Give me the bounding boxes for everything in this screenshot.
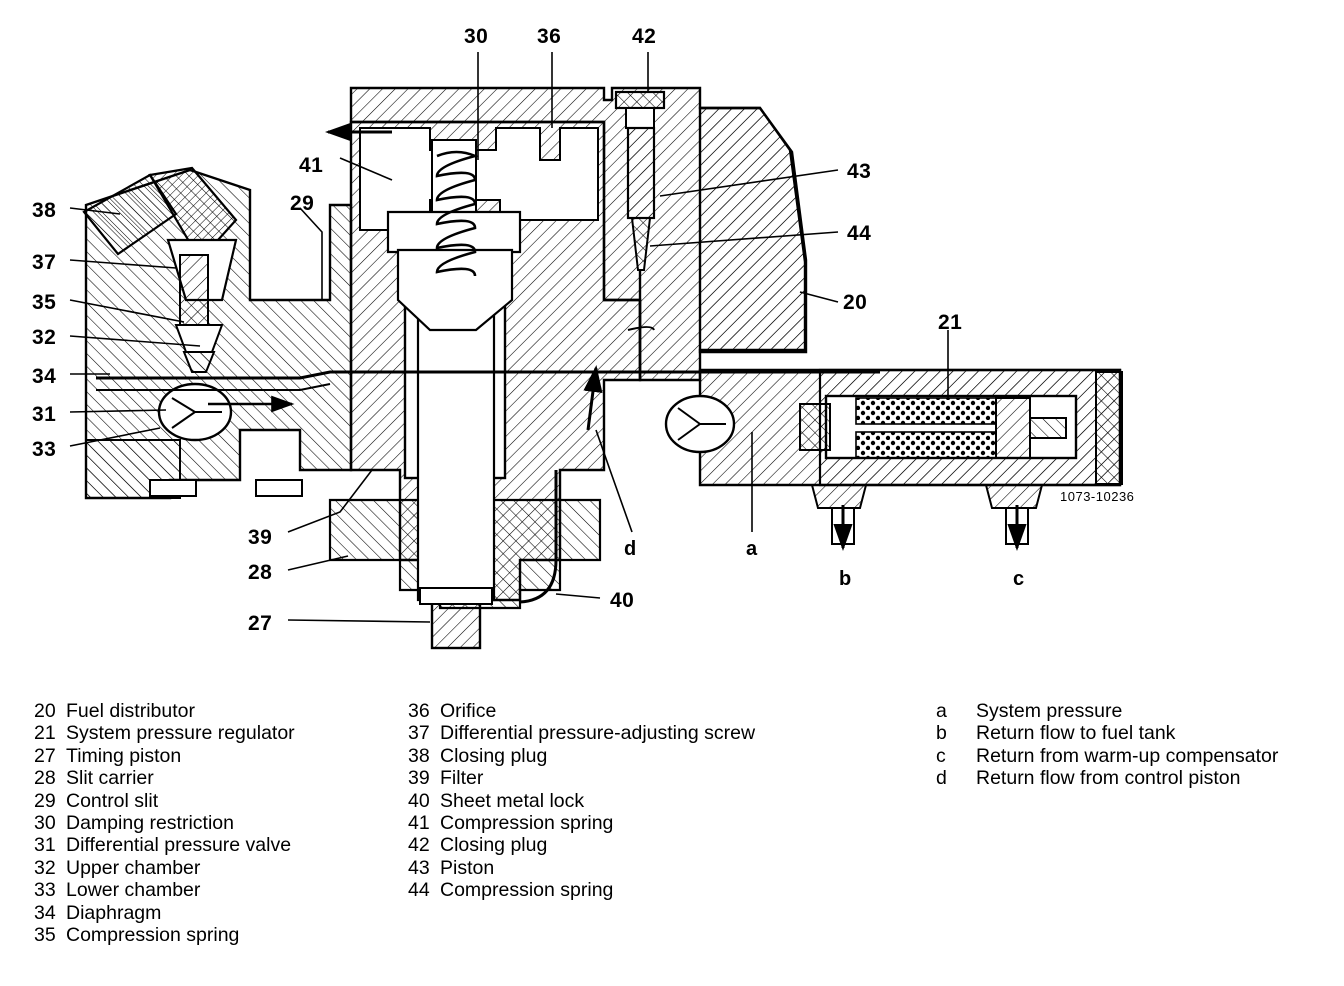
legend-item [936,745,1278,767]
legend-label: Diaphragm [66,901,162,924]
legend-key: 28 [34,767,56,790]
legend-label: Compression spring [440,811,614,834]
legend-column-2 [408,700,755,902]
legend-label: Sheet metal lock [440,789,585,812]
legend-key: b [936,722,947,745]
legend-item [408,834,755,856]
callout-42: 42 [632,25,657,48]
legend-key: 32 [34,856,56,879]
callout-d: d [624,538,637,560]
legend-key: c [936,744,946,767]
callout-35: 35 [32,291,57,314]
legend-key: 35 [34,923,56,946]
callout-40: 40 [610,589,635,612]
legend-item [34,902,295,924]
callout-a: a [746,538,758,560]
legend-key: 39 [408,767,430,790]
legend-item [34,700,295,722]
legend-key: 30 [34,811,56,834]
legend-item [936,722,1278,744]
legend-label: Control slit [66,789,159,812]
legend-key: 31 [34,834,56,857]
callout-c: c [1013,568,1025,590]
legend-item [34,767,295,789]
legend-item [408,700,755,722]
legend-label: Closing plug [440,834,548,857]
legend-column-3 [936,700,1278,790]
callout-27: 27 [248,612,273,635]
legend-label: Damping restriction [66,811,234,834]
legend-key: 27 [34,744,56,767]
legend-key: d [936,767,947,790]
callout-21: 21 [938,311,963,334]
legend-label: System pressure [976,700,1123,722]
callout-39: 39 [248,526,273,549]
legend-label: Differential pressure-adjusting screw [440,722,756,745]
legend-label: Orifice [440,700,497,722]
legend-item [408,745,755,767]
legend-item [34,722,295,744]
legend-item [408,790,755,812]
legend-label: Filter [440,767,484,790]
callout-34: 34 [32,365,57,388]
legend-label: Return from warm-up compensator [976,744,1279,767]
legend-label: Compression spring [440,879,614,902]
legend-item [408,767,755,789]
legend-item [34,790,295,812]
callout-31: 31 [32,403,57,426]
callout-41: 41 [299,154,324,177]
legend-label: Closing plug [440,744,548,767]
fuel-distributor-body [86,88,1122,608]
legend-label: Timing piston [66,744,182,767]
callout-20: 20 [843,291,868,314]
legend-key: 36 [408,700,430,722]
legend-key: 40 [408,789,430,812]
legend-item [34,834,295,856]
legend-key: 29 [34,789,56,812]
callout-32: 32 [32,326,57,349]
legend-key: 21 [34,722,56,745]
legend-label: Slit carrier [66,767,154,790]
legend-key: 42 [408,834,430,857]
legend-label: Lower chamber [66,879,201,902]
legend-item [936,767,1278,789]
callout-37: 37 [32,251,57,274]
return-ports [812,485,1042,548]
callout-28: 28 [248,561,273,584]
legend-label: System pressure regulator [66,722,295,745]
legend-label: Piston [440,856,495,879]
legend-item [34,924,295,946]
callout-33: 33 [32,438,57,461]
legend-key: 33 [34,879,56,902]
callout-b: b [839,568,852,590]
legend-label: Return flow from control piston [976,767,1241,790]
figure-id-label: 1073-10236 [1060,489,1135,504]
legend-item [34,812,295,834]
legend-key: 41 [408,811,430,834]
legend-item [408,857,755,879]
legend-item [34,745,295,767]
legend-label: Upper chamber [66,856,201,879]
timing-piston [420,588,492,648]
legend-label: Fuel distributor [66,700,195,722]
legend-key: a [936,700,947,722]
legend-label: Differential pressure valve [66,834,292,857]
legend-key: 38 [408,744,430,767]
legend-item [408,812,755,834]
legend-key: 44 [408,879,430,902]
legend-key: 20 [34,700,56,722]
legend-label: Compression spring [66,923,240,946]
legend-key: 43 [408,856,430,879]
legend-key: 37 [408,722,430,745]
callout-30: 30 [464,25,489,48]
legend-item [408,722,755,744]
legend [0,700,1344,986]
callout-36: 36 [537,25,562,48]
legend-key: 34 [34,901,56,924]
legend-column-1 [34,700,295,946]
legend-label: Return flow to fuel tank [976,722,1176,745]
legend-item [936,700,1278,722]
callout-29: 29 [290,192,315,215]
callout-44: 44 [847,222,872,245]
callout-43: 43 [847,160,872,183]
legend-item [34,857,295,879]
legend-item [34,879,295,901]
callout-38: 38 [32,199,57,222]
legend-item [408,879,755,901]
